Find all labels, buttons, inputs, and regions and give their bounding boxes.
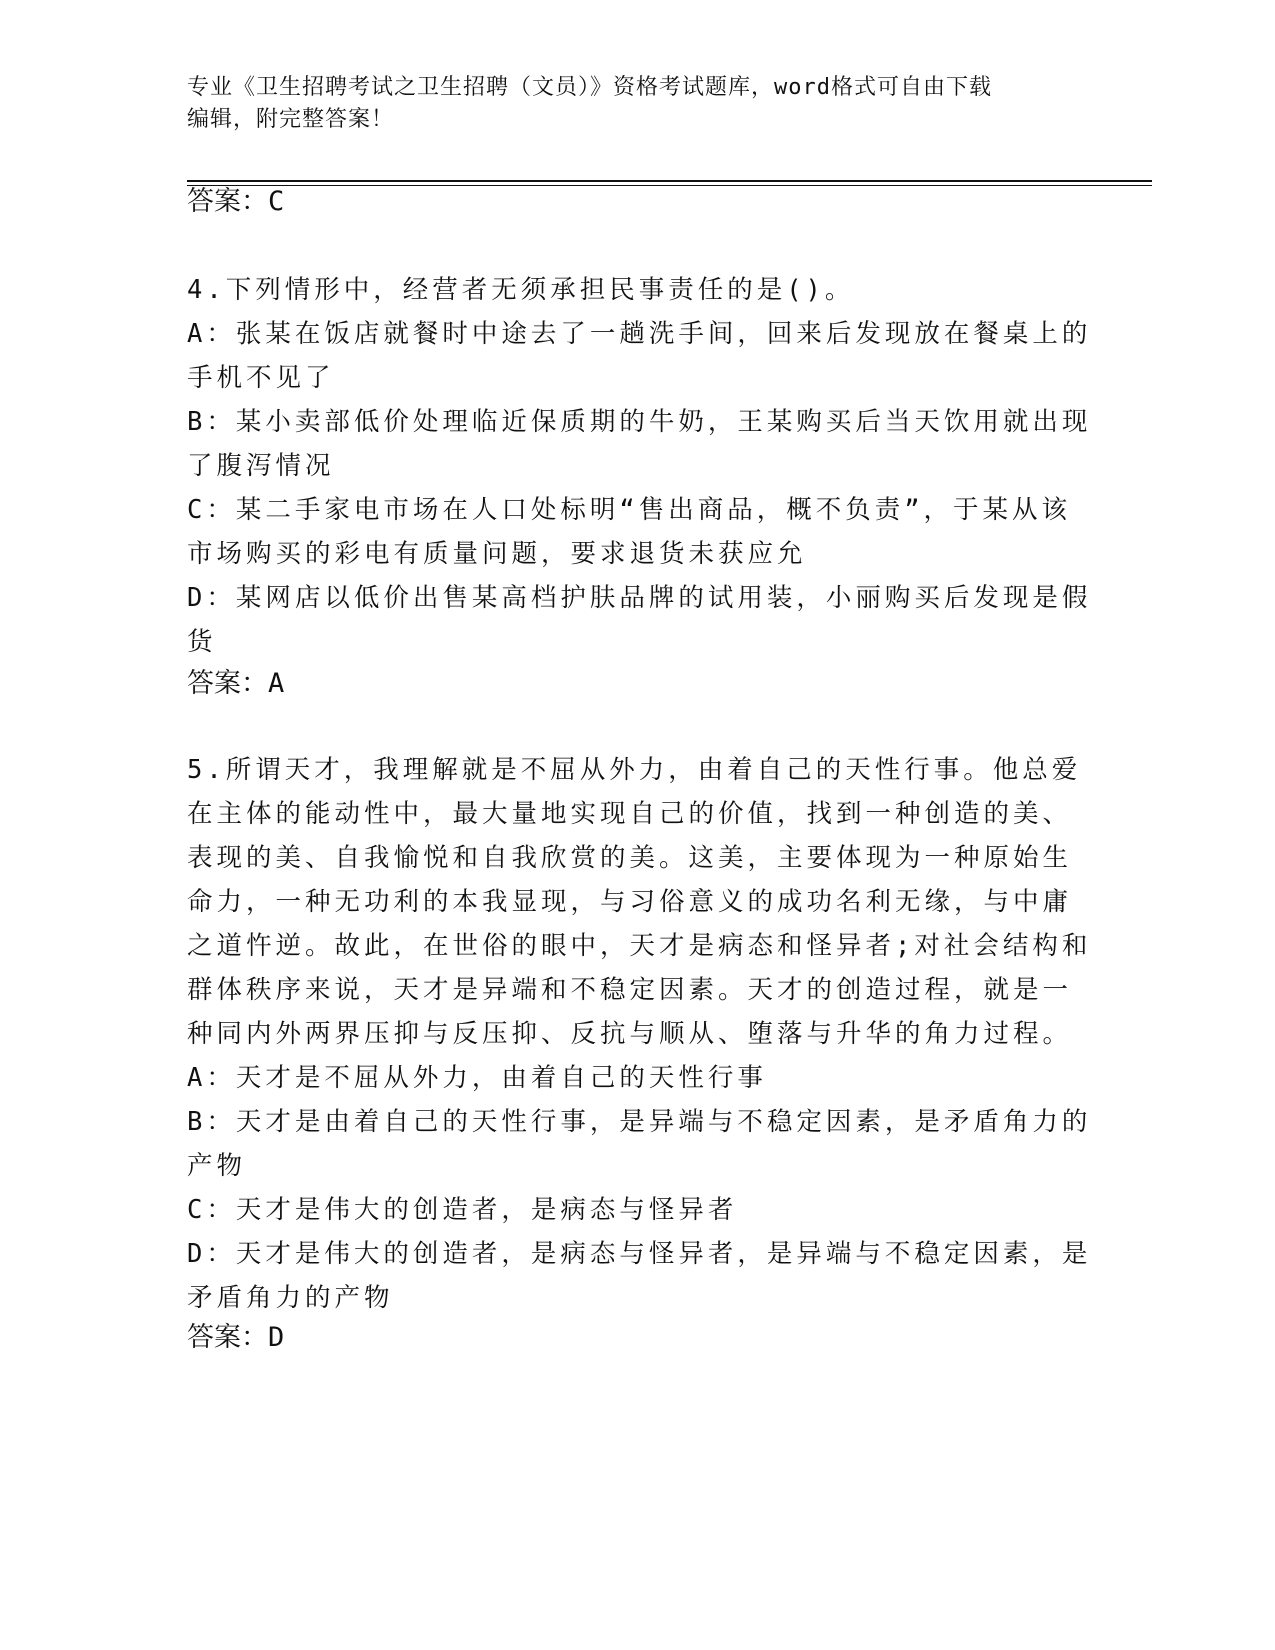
answer-value: D (268, 1322, 285, 1353)
q5-stem-line2: 在主体的能动性中，最大量地实现自己的价值，找到一种创造的美、 (187, 799, 1073, 829)
answer-value: A (268, 668, 285, 699)
q5-stem-line4: 命力，一种无功利的本我显现，与习俗意义的成功名利无缘，与中庸 (187, 887, 1073, 917)
header-line-1: 专业《卫生招聘考试之卫生招聘（文员）》资格考试题库，word格式可自由下载 (187, 75, 992, 100)
answer-value: C (268, 186, 285, 217)
q5-option-b-line2: 产物 (187, 1151, 247, 1181)
q4-option-b-line2: 了腹泻情况 (187, 451, 335, 481)
q4-option-d-line1: D：某网店以低价出售某高档护肤品牌的试用装，小丽购买后发现是假 (187, 583, 1092, 613)
document-header (187, 72, 1067, 136)
q4-option-c-line2: 市场购买的彩电有质量问题，要求退货未获应允 (187, 539, 807, 569)
header-line-2: 编辑，附完整答案！ (187, 107, 395, 132)
answer-label: 答案： (187, 1322, 268, 1353)
answer-label: 答案： (187, 668, 268, 699)
q5-option-b-line1: B：天才是由着自己的天性行事，是异端与不稳定因素，是矛盾角力的 (187, 1107, 1092, 1137)
q5-stem-line3: 表现的美、自我愉悦和自我欣赏的美。这美，主要体现为一种原始生 (187, 843, 1073, 873)
prev-answer (187, 180, 284, 224)
q4-option-b-line1: B：某小卖部低价处理临近保质期的牛奶，王某购买后当天饮用就出现 (187, 407, 1092, 437)
q4-answer (187, 662, 284, 706)
q5-option-d-line1: D：天才是伟大的创造者，是病态与怪异者，是异端与不稳定因素，是 (187, 1239, 1092, 1269)
header-divider-thin (187, 185, 1152, 186)
header-divider-thick (187, 180, 1152, 182)
q5-option-a-line1: A：天才是不屈从外力，由着自己的天性行事 (187, 1063, 767, 1093)
q4-option-a-line2: 手机不见了 (187, 363, 335, 393)
answer-label: 答案： (187, 186, 268, 217)
q5-stem-line7: 种同内外两界压抑与反压抑、反抗与顺从、堕落与升华的角力过程。 (187, 1019, 1073, 1049)
q5-option-c-line1: C：天才是伟大的创造者，是病态与怪异者 (187, 1195, 738, 1225)
q4-option-c-line1: C：某二手家电市场在人口处标明“售出商品，概不负责”，于某从该 (187, 495, 1072, 525)
q4-option-d-line2: 货 (187, 627, 217, 657)
q5-stem-line6: 群体秩序来说，天才是异端和不稳定因素。天才的创造过程，就是一 (187, 975, 1073, 1005)
q5-stem-line1: 5.所谓天才，我理解就是不屈从外力，由着自己的天性行事。他总爱 (187, 755, 1082, 785)
q5-answer (187, 1316, 284, 1360)
q5-option-d-line2: 矛盾角力的产物 (187, 1283, 394, 1313)
q5-stem-line5: 之道忤逆。故此，在世俗的眼中，天才是病态和怪异者;对社会结构和 (187, 931, 1092, 961)
q4-option-a-line1: A：张某在饭店就餐时中途去了一趟洗手间，回来后发现放在餐桌上的 (187, 319, 1092, 349)
q4-stem: 4.下列情形中，经营者无须承担民事责任的是()。 (187, 275, 855, 305)
